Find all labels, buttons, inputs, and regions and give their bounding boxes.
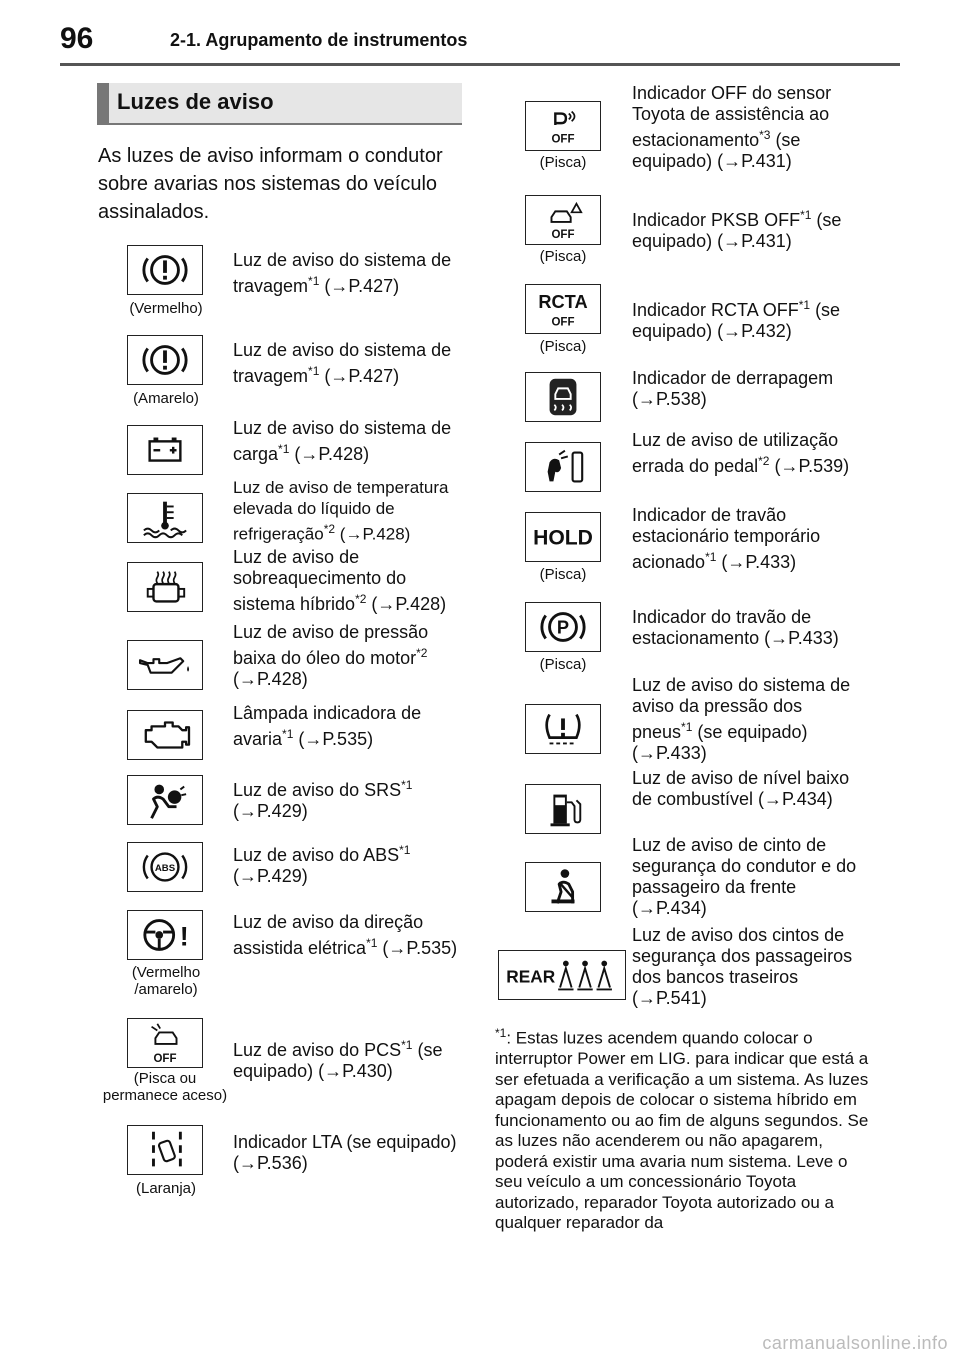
indicator-description: Luz de aviso de temperatura elevada do líquido de refrigeração$^{*2}$ (→P.428): [233, 478, 449, 544]
indicator-caption: (Pisca): [539, 248, 587, 265]
indicator-caption: (Laranja): [135, 1180, 197, 1197]
watermark: carmanualsonline.info: [762, 1333, 948, 1353]
indicator-caption: (Pisca): [539, 566, 587, 583]
header-rule: [60, 63, 900, 66]
off-label: OFF: [551, 133, 575, 146]
section-heading: Luzes de aviso: [97, 83, 462, 125]
indicator-caption: (Amarelo): [133, 390, 199, 407]
indicator-caption: (Pisca): [539, 154, 587, 171]
rcta-label: RCTA: [538, 291, 588, 313]
indicator-description: Indicador OFF do sensor Toyota de assistência ao estacionamento$^{*3}$ (se equipado) (→P.431): [632, 83, 832, 171]
off-label: OFF: [551, 229, 575, 242]
srs-airbag-icon: [127, 775, 203, 825]
tire-pressure-icon: [525, 704, 601, 754]
abs-icon: [127, 842, 203, 892]
hybrid-overheat-icon: [127, 562, 203, 612]
rear-seatbelt-icon: [498, 950, 626, 1000]
indicator-caption: (Pisca): [539, 338, 587, 355]
fuel-icon: [525, 784, 601, 834]
indicator-description: Lâmpada indicadora de avaria$^{*1}$ (→P.535): [233, 703, 422, 749]
indicator-description: Indicador LTA (se equipado) (→P.536): [233, 1132, 457, 1173]
indicator-caption: (Vermelho /amarelo): [131, 964, 201, 998]
indicator-description: Luz de aviso do ABS$^{*1}$ (→P.429): [233, 843, 411, 886]
parking-brake-icon: [525, 602, 601, 652]
indicator-description: Luz de aviso do SRS$^{*1}$ (→P.429): [233, 778, 413, 821]
off-label: OFF: [153, 1053, 177, 1066]
parking-label: P: [556, 616, 570, 638]
indicator-description: Luz de aviso da direção assistida elétrica$^{*1}$ (→P.535): [233, 912, 458, 958]
exclamation-label: !: [179, 921, 189, 952]
pksb-off-icon: [525, 195, 601, 245]
pedal-misuse-icon: [525, 442, 601, 492]
page-number: 96: [60, 22, 94, 55]
indicator-description: Luz de aviso do sistema de carga$^{*1}$ (→P.428): [233, 418, 452, 464]
hold-label: HOLD: [533, 526, 593, 550]
indicator-description: Indicador de travão estacionário temporário acionado$^{*1}$ (→P.433): [632, 505, 821, 572]
slip-indicator-icon: [525, 372, 601, 422]
hold-icon: [525, 512, 601, 562]
oil-pressure-icon: [127, 640, 203, 690]
indicator-caption: (Pisca): [539, 656, 587, 673]
brake-warning-icon: [127, 245, 203, 295]
indicator-description: Luz de aviso do sistema de travagem$^{*1}$ (→P.427): [233, 250, 452, 296]
indicator-caption: (Pisca ou permanece aceso): [102, 1070, 228, 1104]
indicator-description: Luz de aviso de utilização errada do pedal$^{*2}$ (→P.539): [632, 430, 850, 476]
indicator-description: Indicador RCTA OFF$^{*1}$ (se equipado) (→P.432): [632, 298, 841, 341]
parking-sensor-off-icon: [525, 101, 601, 151]
lta-icon: [127, 1125, 203, 1175]
indicator-description: Luz de aviso de sobreaquecimento do sistema híbrido$^{*2}$ (→P.428): [233, 547, 447, 614]
indicator-description: Luz de aviso de pressão baixa do óleo do motor$^{*2}$ (→P.428): [233, 622, 429, 689]
check-engine-icon: [127, 710, 203, 760]
indicator-description: Luz de aviso do PCS$^{*1}$ (se equipado) (→P.430): [233, 1038, 443, 1081]
off-label: OFF: [551, 316, 575, 329]
indicator-description: Indicador do travão de estacionamento (→P.433): [632, 607, 839, 648]
rcta-off-icon: [525, 284, 601, 334]
pcs-off-icon: [127, 1018, 203, 1068]
rear-label: REAR: [506, 966, 556, 987]
chapter-title: 2-1. Agrupamento de instrumentos: [170, 30, 468, 50]
abs-label: ABS: [154, 862, 176, 874]
battery-icon: [127, 425, 203, 475]
indicator-description: Luz de aviso de nível baixo de combustível (→P.434): [632, 768, 850, 809]
section-intro: As luzes de aviso informam o condutor sobre avarias nos sistemas do veículo assinalados.: [98, 145, 443, 223]
brake-warning-icon: [127, 335, 203, 385]
footnote-text: : Estas luzes acendem quando colocar o interruptor Power em LIG. para indicar que está a ser efetuada a verificação a um sistema. As luzes apagam depois de colocar o sistema híbrido em funcionamento ou ao fim de alguns segundos. Se as luzes não acenderem ou não apagarem, poderá existir uma avaria num sistema. Leve o seu veículo a um concessionário Toyota autorizado, reparador Toyota autorizado ou a qualquer reparador da: [495, 1028, 869, 1233]
indicator-description: Luz de aviso de cinto de segurança do condutor e do passageiro da frente (→P.434): [632, 835, 857, 918]
footnote: [495, 1023, 875, 1234]
indicator-caption: (Vermelho): [129, 300, 203, 317]
indicator-description: Luz de aviso do sistema de aviso da pressão dos pneus$^{*1}$ (se equipado) (→P.433): [632, 675, 851, 763]
indicator-description: Indicador de derrapagem (→P.538): [632, 368, 834, 409]
power-steering-icon: [127, 910, 203, 960]
seatbelt-icon: [525, 862, 601, 912]
footnote-marker: *1: [495, 1026, 507, 1040]
coolant-temperature-icon: [127, 493, 203, 543]
indicator-description: Indicador PKSB OFF$^{*1}$ (se equipado) (→P.431): [632, 208, 842, 251]
indicator-description: Luz de aviso do sistema de travagem$^{*1}$ (→P.427): [233, 340, 452, 386]
indicator-description: Luz de aviso dos cintos de segurança dos passageiros dos bancos traseiros (→P.541): [632, 925, 853, 1008]
